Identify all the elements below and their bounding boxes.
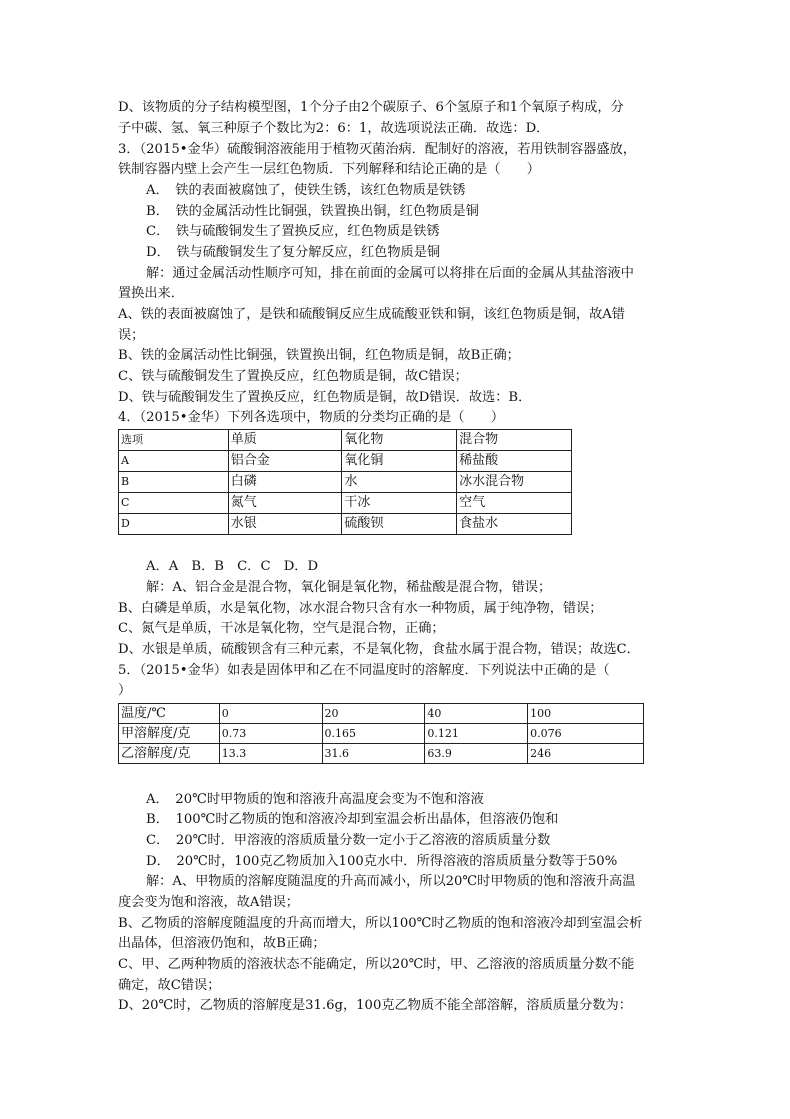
text-line: B、乙物质的溶解度随温度的升高而增大，所以100℃时乙物质的饱和溶液冷却到室温会析 (118, 916, 643, 931)
q4-solution: 解：A、铝合金是混合物，氧化铜是氧化物，稀盐酸是混合物，错误； (146, 580, 552, 595)
table-cell: 干冰 (342, 493, 457, 514)
table-cell: 硫酸钡 (342, 514, 457, 535)
table-cell: 单质 (228, 430, 342, 451)
table-cell: 40 (425, 704, 528, 724)
table-cell: 13.3 (219, 744, 322, 764)
table-cell: 0.076 (528, 724, 644, 744)
table-cell: 水银 (228, 514, 342, 535)
table-cell: 0.121 (425, 724, 528, 744)
text-line: 置换出来． (118, 286, 184, 301)
question-4-stem: 4．（2015•金华）下列各选项中，物质的分类均正确的是（ ） (118, 410, 505, 425)
table-cell: B (119, 472, 229, 493)
text-line: D、该物质的分子结构模型图，1个分子由2个碳原子、6个氢原子和1个氧原子构成，分 (118, 100, 624, 115)
text-line: A、铁的表面被腐蚀了，是铁和硫酸铜反应生成硫酸亚铁和铜，该红色物质是铜，故A错 (118, 307, 625, 322)
table-cell: 空气 (457, 493, 572, 514)
table-cell: 乙溶解度/克 (119, 744, 220, 764)
q5-option-a: A． 20℃时甲物质的饱和溶液升高温度会变为不饱和溶液 (146, 792, 484, 807)
table-cell: D (119, 514, 229, 535)
text-line: 确定，故C错误； (118, 978, 221, 993)
table-cell: 0.73 (219, 724, 322, 744)
classification-table (118, 429, 572, 535)
text-line: C、铁与硫酸铜发生了置换反应，红色物质是铜，故C错误； (118, 369, 468, 384)
table-cell: 氮气 (228, 493, 342, 514)
table-cell: 铝合金 (228, 451, 342, 472)
q5-option-b: B． 100℃时乙物质的饱和溶液冷却到室温会析出晶体，但溶液仍饱和 (146, 812, 559, 827)
q3-option-c: C． 铁与硫酸铜发生了置换反应，红色物质是铁锈 (146, 224, 440, 239)
q3-option-b: B． 铁的金属活动性比铜强，铁置换出铜，红色物质是铜 (146, 204, 479, 219)
table-cell: 氧化铜 (342, 451, 457, 472)
table-header-row (119, 430, 572, 451)
table-row (119, 724, 644, 744)
table-cell: 31.6 (322, 744, 425, 764)
q5-option-d: D． 20℃时，100克乙物质加入100克水中．所得溶液的溶质质量分数等于50% (146, 854, 618, 869)
table-cell: 0.165 (322, 724, 425, 744)
table-row (119, 493, 572, 514)
table-cell: 稀盐酸 (457, 451, 572, 472)
table-cell: 混合物 (457, 430, 572, 451)
text-line: D、铁与硫酸铜发生了置换反应，红色物质是铜，故D错误．故选：B． (118, 390, 532, 405)
text-line: 子中碳、氢、氧三种原子个数比为2：6：1，故选项说法正确．故选：D． (118, 121, 550, 136)
q3-option-d: D． 铁与硫酸铜发生了复分解反应，红色物质是铜 (146, 245, 441, 260)
text-line: D、水银是单质，硫酸钡含有三种元素，不是氧化物，食盐水属于混合物，错误；故选C． (118, 642, 640, 657)
table-row (119, 514, 572, 535)
text-line: C、氮气是单质，干冰是氧化物，空气是混合物，正确； (118, 621, 445, 636)
table-row (119, 744, 644, 764)
text-line: D、20℃时，乙物质的溶解度是31.6g，100克乙物质不能全部溶解，溶质质量分数为： (118, 998, 632, 1013)
table-cell: 甲溶解度/克 (119, 724, 220, 744)
solubility-table (118, 703, 644, 764)
text-line: 度会变为饱和溶液，故A错误； (118, 895, 299, 910)
q3-option-a: A． 铁的表面被腐蚀了，使铁生锈，该红色物质是铁锈 (146, 183, 466, 198)
text-line: C、甲、乙两种物质的溶液状态不能确定，所以20℃时，甲、乙溶液的溶质质量分数不能 (118, 957, 635, 972)
text-line: 铁制容器内壁上会产生一层红色物质．下列解释和结论正确的是（ ） (118, 162, 540, 177)
table-cell: 63.9 (425, 744, 528, 764)
table-cell: 246 (528, 744, 644, 764)
q5-solution: 解：A、甲物质的溶解度随温度的升高而减小，所以20℃时甲物质的饱和溶液升高温 (146, 874, 636, 889)
table-header-row (119, 704, 644, 724)
q4-choices: A．A B．B C．C D．D (146, 559, 319, 574)
table-row (119, 472, 572, 493)
table-cell: 氧化物 (342, 430, 457, 451)
table-cell: 冰水混合物 (457, 472, 572, 493)
table-cell: A (119, 451, 229, 472)
table-cell: 100 (528, 704, 644, 724)
text-line: ） (118, 683, 132, 698)
text-line: 出晶体，但溶液仍饱和，故B正确； (118, 936, 326, 951)
q5-option-c: C． 20℃时．甲溶液的溶质质量分数一定小于乙溶液的溶质质量分数 (146, 833, 551, 848)
table-cell: 温度/℃ (119, 704, 220, 724)
table-cell: C (119, 493, 229, 514)
question-5-stem: 5．（2015•金华）如表是固体甲和乙在不同温度时的溶解度．下列说法中正确的是（ (118, 663, 610, 678)
table-cell: 食盐水 (457, 514, 572, 535)
table-cell: 白磷 (228, 472, 342, 493)
table-cell: 20 (322, 704, 425, 724)
table-cell: 选项 (119, 430, 229, 451)
text-line: B、铁的金属活动性比铜强，铁置换出铜，红色物质是铜，故B正确； (118, 348, 520, 363)
table-row (119, 451, 572, 472)
table-cell: 水 (342, 472, 457, 493)
text-line: B、白磷是单质，水是氧化物，冰水混合物只含有水一种物质，属于纯净物，错误； (118, 601, 603, 616)
table-cell: 0 (219, 704, 322, 724)
text-line: 误； (118, 328, 145, 343)
q3-solution: 解：通过金属活动性顺序可知，排在前面的金属可以将排在后面的金属从其盐溶液中 (146, 266, 634, 281)
question-3-stem: 3．（2015•金华）硫酸铜溶液能用于植物灭菌治病．配制好的溶液，若用铁制容器盛放， (118, 142, 636, 157)
